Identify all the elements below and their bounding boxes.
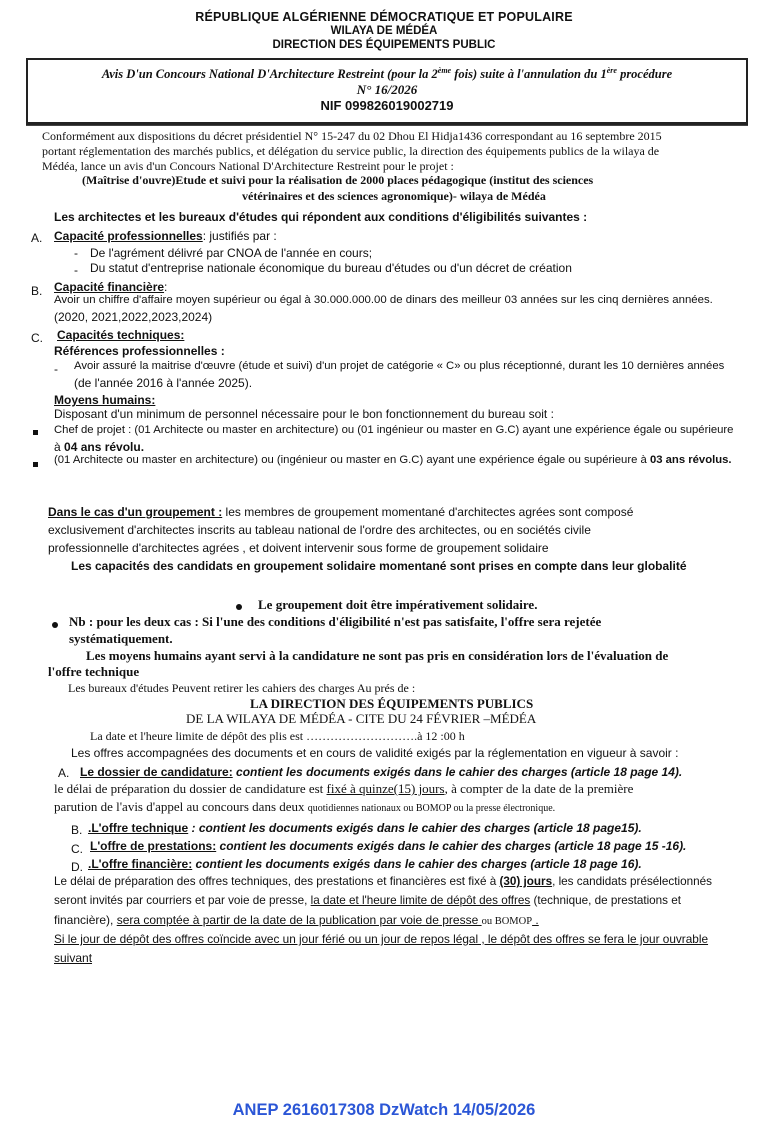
section-a-item-2: Du statut d'entreprise nationale économique du bureau d'études ou d'un décret de création [90,261,572,275]
nb-line-1: Nb : pour les deux cas : Si l'une des conditions d'éligibilité n'est pas satisfaite, l'offre sera rejetée [69,614,602,629]
section-c-item-1b: (de l'année 2016 à l'année 2025). [74,376,253,390]
intro-line-3: Médéa, lance un avis d'un Concours National D'Architecture Restreint pour le projet : [42,159,454,173]
section-b-title: Capacité financière: [54,280,168,294]
republic-heading: RÉPUBLIQUE ALGÉRIENNE DÉMOCRATIQUE ET POPULAIRE [195,10,573,24]
project-line-2: vétérinaires et des sciences agronomique)- wilaya de Médéa [242,189,546,203]
human-resources-heading: Moyens humains: [54,393,156,407]
section-c-letter: C. [31,331,43,345]
dossier-c-line: L'offre de prestations: contient les documents exigés dans le cahier des charges (article 18 page 15 -16). [90,839,687,853]
closing-line-3: financière), sera comptée à partir de la date de la publication par voie de presse ou BOMOP . [54,913,539,927]
delay-line-1: le délai de préparation du dossier de candidature est fixé à quinze(15) jours, à compter de la date de la première [54,781,634,796]
section-a-item-1: De l'agrément délivré par CNOA de l'année en cours; [90,246,373,260]
section-b-text-1: Avoir un chiffre d'affaire moyen supérieur ou égal à 30.000.000.00 de dinars des meilleur 03 années sur les cinq dernières années. [54,294,713,306]
closing-line-5: suivant [54,951,93,965]
section-b-letter: B. [31,284,43,298]
publication-footer: ANEP 2616017308 DzWatch 14/05/2026 [232,1101,536,1119]
notice-title: Avis D'un Concours National D'Architecture Restreint (pour la 2ème fois) suite à l'annulation du 1ère procédure [101,66,673,82]
dossier-c-letter: C. [71,842,83,856]
notice-number: N° 16/2026 [356,82,418,97]
section-b-text-2: (2020, 2021,2022,2023,2024) [54,310,213,324]
eligibility-heading: Les architectes et les bureaux d'études qui répondent aux conditions d'éligibilités suivantes : [54,210,588,224]
project-chief-line-b: à 04 ans révolu. [54,440,145,454]
withdrawal-text: Les bureaux d'études Peuvent retirer les cahiers des charges Au prés de : [68,681,416,695]
closing-line-2: seront invités par courriers et par voie de presse, la date et l'heure limite de dépôt des offres (technique, de prestations et [54,894,682,907]
nb-line-2: systématiquement. [69,631,173,646]
bullet-square-2 [33,462,38,467]
groupement-solidaire: Le groupement doit être impérativement solidaire. [258,597,538,612]
intro-line-1: Conformément aux dispositions du décret présidentiel N° 15-247 du 02 Dhou El Hidja1436 correspondant au 16 septembre 2015 [42,129,662,143]
section-c-dash: - [54,362,58,376]
notice-title-box [26,58,748,125]
dossier-d-letter: D. [71,860,83,874]
offers-text: Les offres accompagnées des documents et en cours de validité exigés par la réglementation en vigueur à savoir : [71,746,679,760]
notice-nif: NIF 099826019002719 [320,98,454,113]
groupement-capacities: Les capacités des candidats en groupement solidaire momentané sont prises en compte dans leur globalité [71,559,687,573]
dossier-a-line: Le dossier de candidature: contient les documents exigés dans le cahier des charges (article 18 page 14). [80,765,683,779]
section-c-title: Capacités techniques: [57,328,185,342]
section-a-title: Capacité professionnelles: justifiés par : [54,229,277,243]
direction-name: LA DIRECTION DES ÉQUIPEMENTS PUBLICS [250,696,534,711]
human-resources-note-1: Les moyens humains ayant servi à la candidature ne sont pas pris en considération lors de l'évaluation de [86,648,669,663]
dossier-b-letter: B. [71,823,83,837]
project-chief-line-a: Chef de projet : (01 Architecte ou master en architecture) ou (01 ingénieur ou master en G.C) ayant une expérience égale ou supérieure [54,424,734,436]
direction-heading: DIRECTION DES ÉQUIPEMENTS PUBLIC [272,39,496,51]
dossier-b-line: .L'offre technique : contient les documents exigés dans le cahier des charges (article 18 page15). [88,821,642,835]
architect-line: (01 Architecte ou master en architecture) ou (ingénieur ou master en G.C) ayant une expérience égale ou supérieure à 03 ans révolus. [54,454,732,466]
intro-line-2: portant réglementation des marchés publics, et délégation du service public, la direction des équipements publics de la wilaya de [42,144,660,158]
section-c-item-1a: Avoir assuré la maitrise d'œuvre (étude et suivi) d'un projet de catégorie « C» ou plus réceptionné, durant les 10 dernières années [74,360,725,372]
professional-references-heading: Références professionnelles : [54,344,225,358]
groupement-line-1: Dans le cas d'un groupement : les membres de groupement momentané d'architectes agrées sont composé [48,505,634,519]
human-resources-text: Disposant d'un minimum de personnel nécessaire pour le bon fonctionnement du bureau soit : [54,407,554,421]
dossier-d-line: .L'offre financière: contient les documents exigés dans le cahier des charges (article 18 page 16). [88,857,642,871]
section-a-dash-2: - [74,263,78,277]
wilaya-heading: WILAYA DE MÉDÉA [330,25,438,37]
bullet-dot-1 [236,604,242,610]
project-line-1: (Maîtrise d'ouvre)Etude et suivi pour la réalisation de 2000 places pédagogique (institut des sciences [82,173,594,187]
groupement-line-3: professionnelle d'architectes agrées , et doivent intervenir sous forme de groupement solidaire [48,541,549,555]
section-a-letter: A. [31,231,43,245]
direction-address: DE LA WILAYA DE MÉDÉA - CITE DU 24 FÉVRIER –MÉDÉA [186,711,537,726]
dossier-a-letter: A. [58,766,70,780]
section-a-dash-1: - [74,246,78,260]
closing-line-1: Le délai de préparation des offres techniques, des prestations et financières est fixé à (30) jours, les candidats présélectionnés [54,875,712,888]
bullet-square-1 [33,430,38,435]
closing-line-4: Si le jour de dépôt des offres coïncide avec un jour férié ou un jour de repos légal , le dépôt des offres se fera le jour ouvrable [54,932,709,946]
deadline-text: La date et l'heure limite de dépôt des plis est ……………………….à 12 :00 h [90,729,465,743]
title-divider [26,125,748,126]
groupement-line-2: exclusivement d'architectes inscrits au tableau national de l'ordre des architectes, ou en sociétés civile [48,523,591,537]
bullet-dot-2 [52,622,58,628]
human-resources-note-2: l'offre technique [48,664,140,679]
delay-line-2: parution de l'avis d'appel au concours dans deux quotidiennes nationaux ou BOMOP ou la presse électronique. [54,799,556,814]
